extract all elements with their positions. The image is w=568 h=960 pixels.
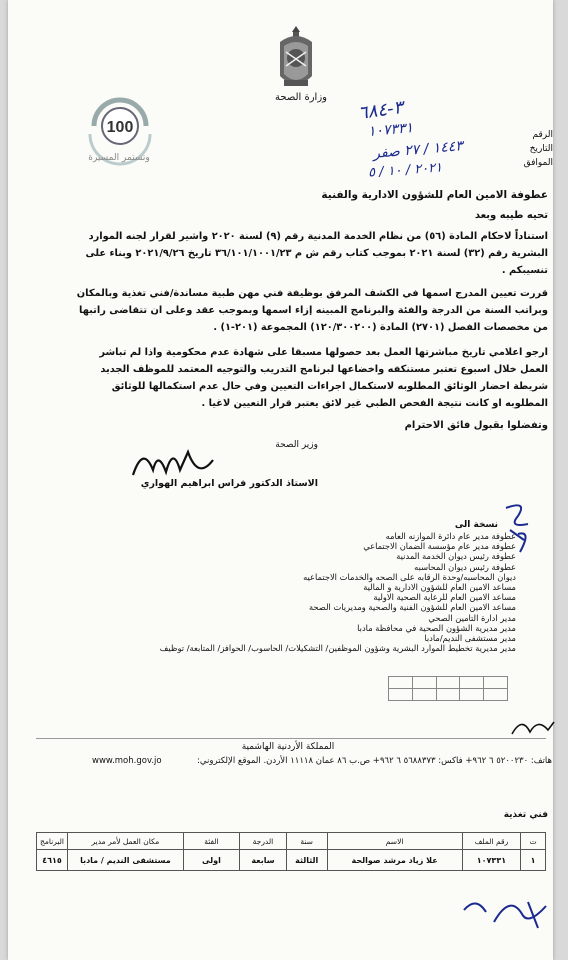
col-header: الفئة [183, 833, 239, 850]
handwritten-mark-icon [458, 892, 558, 932]
paragraph-1: استناداً لاحكام المادة (٥٦) من نظام الخدمة المدنية رقم (٩) لسنة ٢٠٢٠ واشير لقرار لجنه الموارد البشرية رقم (٣٢) لسنة ٢٠٢١ بموجب كتاب رقم ش م ٣٦/١٠١/١٠٠١/٢٣ تاريخ ٢٠٢١/٩/٢٦ وبناء على تنسيبكم . [85, 231, 548, 276]
table-section-title: فني تغذية [503, 810, 548, 820]
table-cell: اولى [183, 850, 239, 871]
handwritten-date: ١٤٤٣ / ٢٧ صفر [372, 138, 464, 162]
cc-heading: نسخة الى [454, 520, 498, 530]
cc-item: عطوفة مدير عام مؤسسة الضمان الاجتماعي [363, 541, 516, 552]
ministry-name: وزارة الصحة [275, 92, 327, 103]
table-cell: علا زياد مرشد صوالحة [327, 850, 462, 871]
handwritten-ref-1: ٣-٦٨٤ [356, 96, 405, 125]
table-row [37, 850, 546, 871]
cc-list [98, 531, 516, 653]
table-cell: ١ [521, 850, 546, 871]
minister-name: الاستاذ الدكتور فراس ابراهيم الهواري [140, 478, 318, 489]
col-header: ت [521, 833, 546, 850]
footer-kingdom: المملكة الأردنية الهاشمية [241, 742, 335, 752]
letter-page [8, 0, 553, 960]
table-cell: ٤٦١٥ [37, 850, 68, 871]
table-cell: سابعة [240, 850, 287, 871]
table-cell: ١٠٧٣٣١ [462, 850, 521, 871]
minister-title: وزير الصحة [275, 440, 318, 450]
ref-label: الرقم [532, 130, 553, 140]
col-header: البرنامج [37, 833, 68, 850]
handwritten-corresponding: ٢٠٢١ / ١٠ / ٥ [367, 160, 443, 181]
cc-item: مساعد الامين العام للشؤون الفنية والصحية ومديريات الصحة [308, 602, 516, 613]
cc-item: مساعد الامين العام للشؤون الادارية و المالية [363, 582, 516, 593]
col-header: رقم الملف [462, 833, 521, 850]
col-header: الدرجة [240, 833, 287, 850]
routing-stamp-table [388, 676, 508, 701]
table-cell: الثالثة [286, 850, 327, 871]
svg-text:100: 100 [106, 119, 134, 136]
footer-contact [92, 756, 552, 766]
cc-item: عطوفة رئيس ديوان الخدمة المدنية [396, 551, 516, 562]
cc-item: عطوفة رئيس ديوان المحاسبه [414, 561, 516, 572]
col-header: مكان العمل لأمر مدير [68, 833, 184, 850]
footer-contact-text: هاتف: ٥٢٠٠٢٣٠ ٦ ٩٦٢+ فاكس: ٥٦٨٨٣٧٣ ٦ ٩٦٢+ ص.ب ٨٦ عمان ١١١١٨ الأردن. الموقع الإلكتروني: [197, 756, 552, 766]
paragraph-3: ارجو اعلامي تاريخ مباشرتها العمل بعد حصولها مسبقا على شهادة عدم محكومية واذا لم تباشر العمل خلال اسبوع تعتبر مستنكفه واخضاعها لبرنامج التدريب والتوجيه المعتمد للموظف الجديد شريطة احضار الوثائق المطلوبه لاستكمال اجراءات التعيين وفي حال عدم استكمالها للوثائق المطلوبه او كانت نتيجة الفحص الطبي غير لائق يعتبر قرار التعيين لاغيا . [99, 347, 548, 409]
table-cell: مستشفى النديم / مادبا [68, 850, 184, 871]
handwritten-ref-2: ١٠٧٣٣١ [367, 120, 414, 140]
col-header: سنة [286, 833, 327, 850]
addressee: عطوفة الامين العام للشؤون الادارية والفنية [321, 189, 548, 201]
cc-item: مدير مستشفى النديم/مادبا [424, 633, 516, 644]
greeting: تحيه طيبه وبعد [474, 210, 548, 221]
col-header: الاسم [327, 833, 462, 850]
cc-item: عطوفة مدير عام دائرة الموازنه العامه [385, 531, 516, 541]
footer-website: www.moh.gov.jo [92, 756, 162, 766]
slogan: وتستمر المسيرة [88, 153, 150, 163]
footer-divider [36, 738, 546, 739]
cc-item: مساعد الامين العام للرعاية الصحية الاولية [373, 592, 516, 603]
cc-item: مدير ادارة التامين الصحي [428, 612, 516, 623]
closing: وتفضلوا بقبول فائق الاحترام [404, 420, 548, 431]
cc-item: مدير مديرية تخطيط الموارد البشرية وشؤون الموظفين/ التشكيلات/ الحاسوب/ الحوافز/ المتابعة/ توظيف [159, 643, 516, 654]
cc-item: ديوان المحاسبه/وحدة الرقابه على الصحه والخدمات الاجتماعيه [303, 571, 516, 582]
date-label: التاريخ [529, 144, 553, 154]
paragraph-2: قررت تعيين المدرج اسمها في الكشف المرفق بوظيفة فني مهن طبية مساندة/فني تغذية وبالمكان وبراتب السنة من الدرجة والفئة والبرنامج المبينه إزاء اسمها وبموجب عقد وعلى ان تتقاضى راتبها من مخصصات الفصل (٢٧٠١) المادة (١٢٠/٣٠٠٢٠٠) المجموعة (٢٠١-١) . [76, 288, 548, 333]
cc-item: مدير مديرية الشؤون الصحية في محافظة مادبا [357, 622, 516, 633]
table-header-row [37, 833, 546, 850]
corresponding-label: الموافق [523, 158, 553, 168]
appointment-table [36, 832, 546, 871]
